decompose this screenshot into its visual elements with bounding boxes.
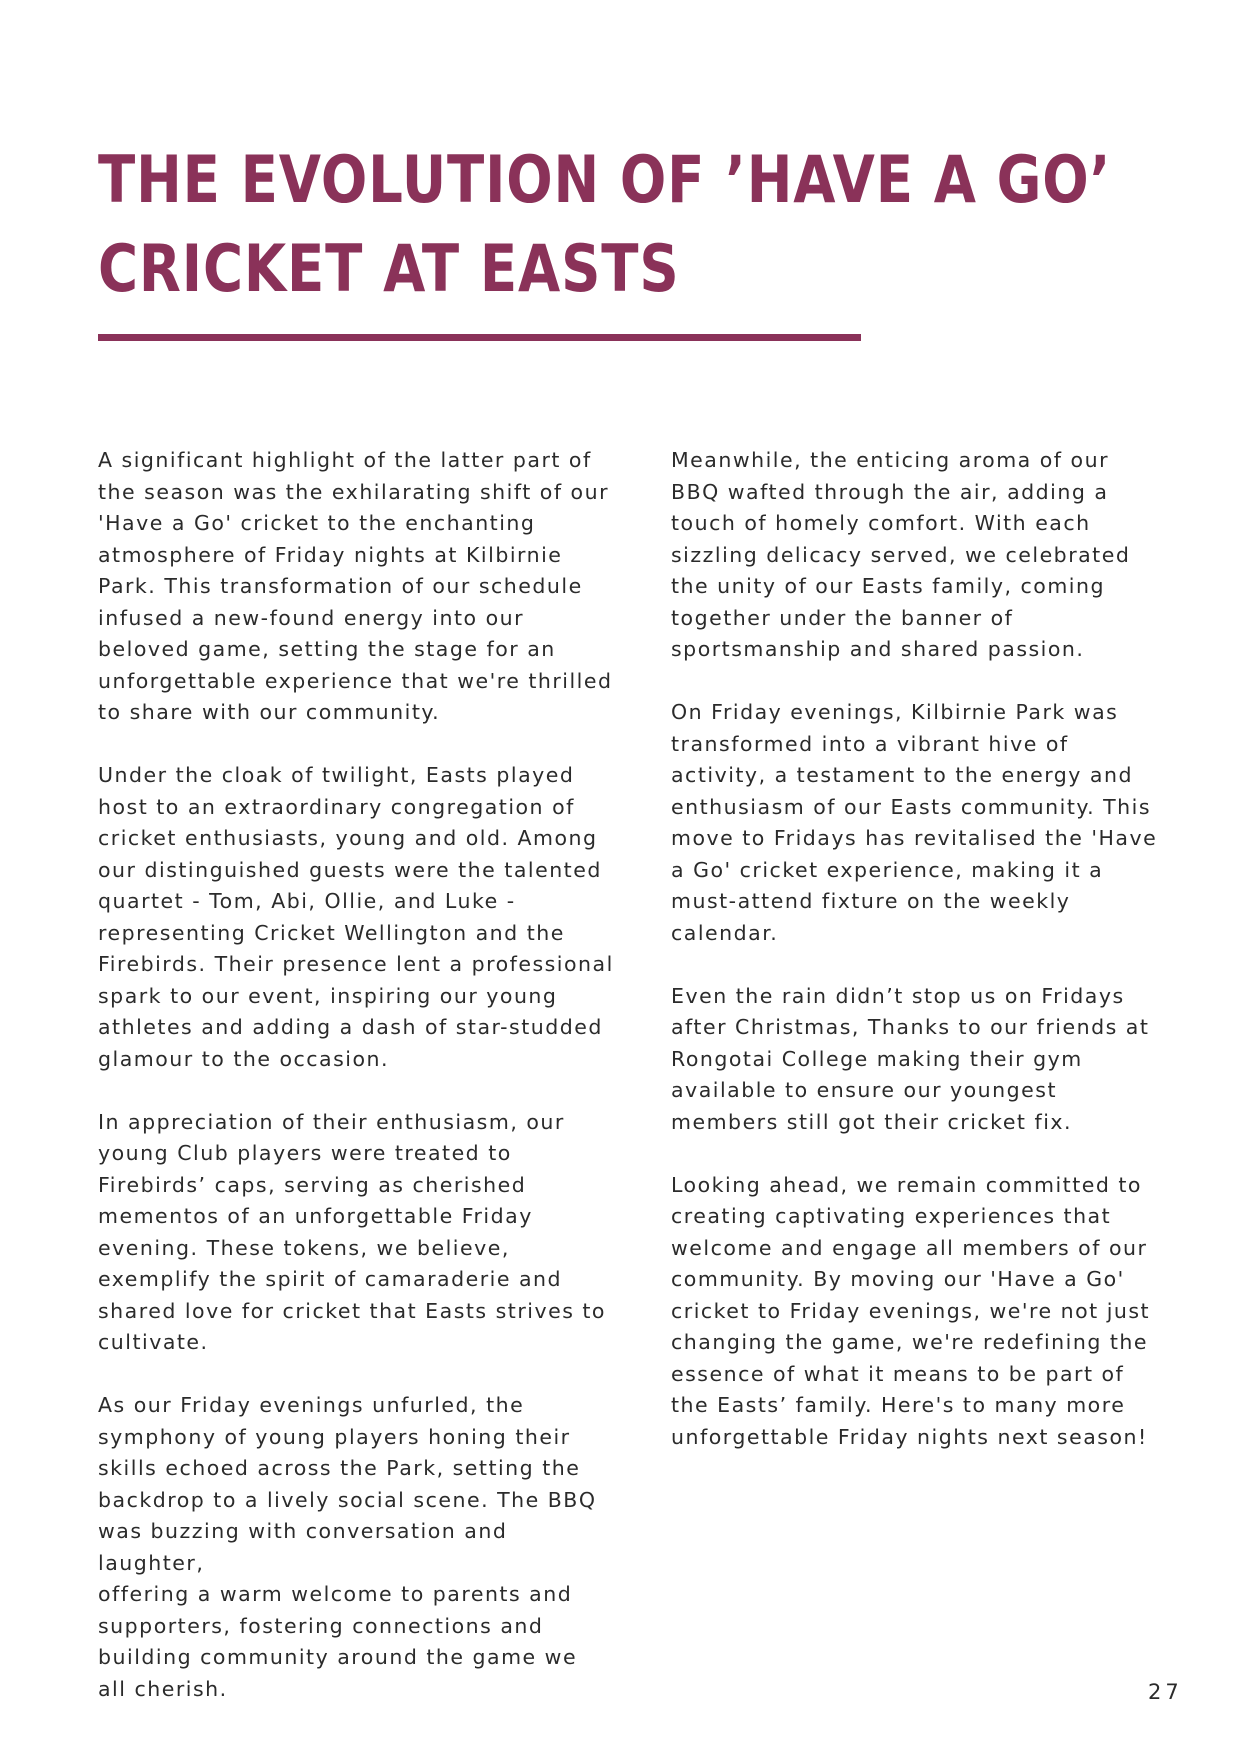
page-title-line-1: THE EVOLUTION OF ’HAVE A GO’ [98, 143, 1112, 218]
paragraph: Looking ahead, we remain committed to creating captivating experiences that welcome and engage all members of our community. By moving our 'Have a Go' cricket to Friday evenings, we're not just changing the game, we're redefining the essence of what it means to be part of the Easts’ family. Here's to many more unforgettable Friday nights next season! [671, 1172, 1151, 1449]
left-column [98, 445, 618, 1737]
paragraph: As our Friday evenings unfurled, the symphony of young players honing their skills echoed across the Park, setting the backdrop to a lively social scene. The BBQ was buzzing with conversation and laughter, offering a warm welcome to parents and supporters, fostering connections and building community around the game we all cherish. [98, 1393, 597, 1701]
paragraph: Even the rain didn’t stop us on Fridays after Christmas, Thanks to our friends at Rongotai College making their gym available to ensure our youngest members still got their cricket fix. [671, 983, 1150, 1134]
paragraph: Under the cloak of twilight, Easts played host to an extraordinary congregation of cricket enthusiasts, young and old. Among our distinguished guests were the talented quartet - Tom, Abi, Ollie, and Luke - representing Cricket Wellington and the Firebirds. Their presence lent a professional spark to our event, inspiring our young athletes and adding a dash of star-studded glamour to the occasion. [98, 763, 614, 1071]
paragraph: On Friday evenings, Kilbirnie Park was transformed into a vibrant hive of activity, a testament to the energy and enthusiasm of our Easts community. This move to Fridays has revitalised the 'Have a Go' cricket experience, making it a must-attend fixture on the weekly calendar. [671, 700, 1158, 945]
paragraph: In appreciation of their enthusiasm, our young Club players were treated to Firebirds’ caps, serving as cherished mementos of an unforgettable Friday evening. These tokens, we believe, exemplify the spirit of camaraderie and shared love for cricket that Easts strives to cultivate. [98, 1109, 606, 1354]
title-underline [98, 334, 861, 341]
paragraph: A significant highlight of the latter part of the season was the exhilarating shift of our 'Have a Go' cricket to the enchanting atmosphere of Friday nights at Kilbirnie Park. This transformation of our schedule infused a new-found energy into our beloved game, setting the stage for an unforgettable experience that we're thrilled to share with our community. [98, 448, 613, 724]
paragraph: Meanwhile, the enticing aroma of our BBQ wafted through the air, adding a touch of homely comfort. With each sizzling delicacy served, we celebrated the unity of our Easts family, coming together under the banner of sportsmanship and shared passion. [671, 448, 1131, 661]
page-title-line-2: CRICKET AT EASTS [98, 232, 680, 307]
page-title [98, 136, 1112, 314]
page-number: 27 [1148, 1680, 1183, 1704]
right-column [671, 445, 1191, 1485]
